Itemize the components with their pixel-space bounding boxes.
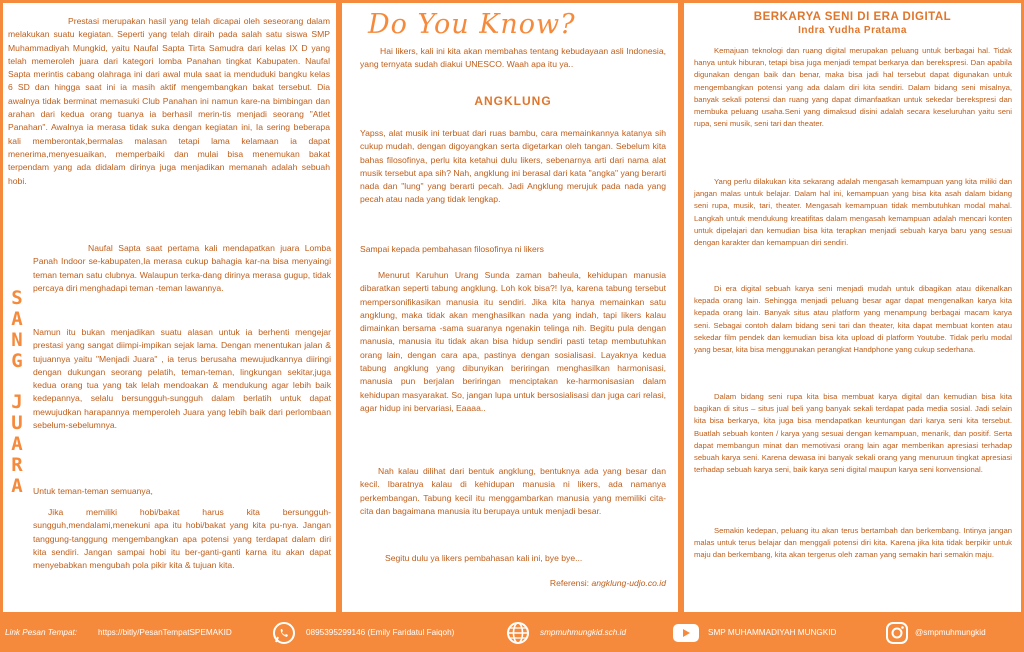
section-heading: Do You Know? bbox=[368, 9, 576, 40]
article-paragraph bbox=[694, 45, 1012, 130]
article-author: Indra Yudha Pratama bbox=[798, 25, 907, 36]
title-letter: U bbox=[11, 412, 23, 434]
paragraph-text: Kemajuan teknologi dan ruang digital merupakan peluang untuk berbagai hal. Tidak hanya untuk hiburan, tetapi bisa juga menjadi tempat berkarya dan berekspresi. Dan apabila digunakan dengan baik dan benar, maka bisa jadi hal tersebut dapat digunakan untuk mengembangkan potensi yang ada dalam diri kita sendiri. Dalam bidang seni misalnya, banyak sekali potensi dan ruang yang dapat dimanfaatkan untuk sekedar berekspresi dan membuka peluang usaha.Seni yang dimaksud disini adalah secara keseluruhan yaitu seni rupa, seni musik, seni tari dan theater. bbox=[694, 46, 1012, 129]
paragraph-text: Dalam bidang seni rupa kita bisa membuat karya digital dan kemudian bisa kita bagikan di situs – situs jual beli yang banyak sekali terdapat pada media sosial. Jadi selain kita bisa berkarya, kita juga bisa mendapatkan keuntungan dari karya seni kita tersebut. Buatlah sebuah konten / karya yang sesuai dengan kemampuan, menarik, dan positif. Serta dapat membangun minat dan memotivasi orang lain agar memberikan apresiasi terhadap sebuah karya seni. Karena dewasa ini banyak sekali orang yang menuruun tingkat apresiasi terhadap sebuah karya seni, baik karya seni digital maupun karya seni konvensional. bbox=[694, 392, 1012, 475]
article-title: BERKARYA SENI DI ERA DIGITAL bbox=[753, 11, 952, 23]
title-letter: A bbox=[11, 475, 23, 497]
paragraph-text: Segitu dulu ya likers pembahasan kali ini, bye bye... bbox=[385, 553, 583, 563]
paragraph-text: Yang perlu dilakukan kita sekarang adalah mengasah kemampuan yang kita miliki dan jangan malas untuk belajar. Dalam hal ini, kemampuan yang bisa kita asah dalam bidang seni rupa, musik, tari, theater. Mengasah kemampuan tidak membutuhkan modal mahal. Langkah untuk mendukung kreatifitas dalam mengasah kemampuan adalah mencari konten untuk dipelajari dan kemudian bisa kita terapkan menjadi sebuah karya baru yang sesuai dengan karakter dan kemampuan diri sendiri. bbox=[694, 177, 1012, 248]
article-paragraph bbox=[360, 465, 666, 518]
instagram-icon bbox=[885, 621, 909, 645]
footer-bar bbox=[0, 614, 1024, 652]
title-letter: A bbox=[11, 308, 23, 330]
paragraph-text: Prestasi merupakan hasil yang telah dicapai oleh seseorang dalam melakukan suatu kegiatan. Seperti yang telah diraih pada salah satu siswa SMP Muhammadiyah Mungkid, yaitu Naufal Sapta Tirta Samudra dari kelas IX D yang telah memeroleh juara dari kategori lomba Panahan tingkat Kabupaten. Naufal Sapta merintis cabang olahraga ini dari awal mula saat ia menduduki bangku kelas 6 SD dan hingga saat ini ia masih aktif mengembangkan bakat tersebut. Dia awalnya tidak berminat memasuki Club Panahan ini namun kare-na bimbingan dan arahan dari kedua orang tuanya ia berhasil merin-tis menjadi seorang "Atlet Panahan". Awalnya ia merasa tidak suka dengan kegiatan ini, Ia sering beberapa kali memberontak,bermalas malasan tetapi lama kelamaan ia dapat menerima,menyesuaikan, memperbaiki dan mulai bisa menemukan bakat terpendam yang ada didalam dirinya juga menjadikan memanah adalah sebuah hobi. bbox=[8, 16, 330, 186]
footer-link-url[interactable]: https://bitly/PesanTempatSPEMAKID bbox=[98, 628, 232, 637]
article-paragraph bbox=[33, 485, 331, 498]
article-paragraph bbox=[694, 176, 1012, 249]
reference-value: angklung-udjo.co.id bbox=[591, 578, 666, 588]
footer-website[interactable]: smpmuhmungkid.sch.id bbox=[540, 628, 627, 637]
article-paragraph bbox=[694, 283, 1012, 356]
youtube-icon bbox=[672, 621, 700, 645]
vertical-title-sang-juara bbox=[7, 288, 27, 497]
column-berkarya-seni bbox=[684, 3, 1021, 612]
globe-icon bbox=[506, 621, 530, 645]
paragraph-text: Naufal Sapta saat pertama kali mendapatkan juara Lomba Panah Indoor se-kabupaten,Ia merasa cukup bahagia kar-na bisa menyaingi teman teman satu clubnya. Walaupun terka-dang dirinya merasa gugup, tidak percaya diri menghadapi teman -teman lawannya. bbox=[33, 243, 331, 293]
article-paragraph bbox=[8, 15, 330, 188]
intro-paragraph bbox=[360, 45, 666, 72]
article-paragraph bbox=[33, 326, 331, 432]
title-letter: N bbox=[11, 329, 23, 351]
footer-link-label: Link Pesan Tempat: bbox=[5, 628, 78, 637]
reference-line bbox=[360, 577, 666, 590]
paragraph-text: Untuk teman-teman semuanya, bbox=[33, 486, 153, 496]
paragraph-text: Menurut Karuhun Urang Sunda zaman baheula, kehidupan manusia dibaratkan seperti tabung angklung. Loh kok bisa?! Iya, karena tabung tersebut mempersonifikasikan manusia itu sendiri. Jika kita hanya memainkan satu angklung, maka tidak akan menghasilkan nada yang indah, tapi likers kalau dimainkan bersama -sama suaranya ngenakin telinga nih. Begitu pula dengan manusia, manusia itu tidak akan bisa hidup sendiri pasti tetap membutuhkan orang lain, dengan cara apa, pastinya dengan sosialisasi. Layaknya kedua tabung angklung yang dibunyikan beriringan menghasilkan harmonisasi, manusia pun berjalan beriringan menciptakan ke-harmonisasian dalam kehidupan masyarakat. So, jangan lupa untuk bersosialisasi dan juga cari relasi, agar hidup ini bervariasi, Eaaaa.. bbox=[360, 270, 666, 413]
article-paragraph bbox=[694, 391, 1012, 476]
article-paragraph bbox=[360, 269, 666, 415]
article-paragraph bbox=[694, 525, 1012, 562]
title-letter: A bbox=[11, 433, 23, 455]
article-paragraph bbox=[33, 242, 331, 295]
footer-phone: 0895395299146 (Emily Faridatul Faiqoh) bbox=[306, 628, 455, 637]
footer-youtube[interactable]: SMP MUHAMMADIYAH MUNGKID bbox=[708, 628, 837, 637]
column-sang-juara bbox=[3, 3, 336, 612]
article-subheading: ANGKLUNG bbox=[474, 94, 552, 108]
article-paragraph bbox=[360, 552, 666, 565]
title-letter: J bbox=[11, 391, 23, 413]
whatsapp-icon bbox=[272, 621, 296, 645]
paragraph-text: Jika memiliki hobi/bakat harus kita bersungguh-sungguh,mendalami,menekuni apa itu hobi/bakat yang kita pu-nya. Jangan tanggung-tanggung mengembangkan apa potensi yang terdapat dalam diri kita sendiri. Jangan sampai hobi itu ber-ganti-ganti karna itu akan dapat menyebabkan mengubah pola pikir kita & tujuan kita. bbox=[33, 507, 331, 571]
article-paragraph bbox=[360, 243, 666, 256]
paragraph-text: Yapss, alat musik ini terbuat dari ruas bambu, cara memainkannya katanya sih cukup mudah, dengan digoyangkan serta digetarkan oleh tangan. Sebelum kita bahas filosofinya, perlu kita ketahui dulu likers, sebenarnya arti dari nama alat musik tersebut apa sih? Nah, angklung ini berasal dari kata "angka" yang berarti nada dan "lung" yang berarti pecah. Jadi Angklung merujuk pada nada yang pecah atau nada yang tidak lengkap. bbox=[360, 128, 666, 205]
article-paragraph bbox=[33, 506, 331, 572]
reference-label: Referensi: bbox=[549, 578, 592, 588]
paragraph-text: Di era digital sebuah karya seni menjadi mudah untuk dibagikan atau dikenalkan kepada orang lain. Sehingga menjadi peluang besar agar dapat mengenalkan karya kita kepada orang lain. Banyak situs atau platform yang menampung berbagai macam karya seni. Sebagai contoh dalam bidang seni tari dan theater, kita dapat membuat konten atau sekedar film pendek dan kemudian bisa kita upload di platform Youtube. Tidak perlu modal yang besar, kita bisa menggunakan perangkat Handphone yang cukup sederhana. bbox=[694, 284, 1012, 355]
paragraph-text: Sampai kepada pembahasan filosofinya ni likers bbox=[360, 244, 544, 254]
article-paragraph bbox=[360, 127, 666, 207]
paragraph-text: Nah kalau dilihat dari bentuk angklung, bentuknya ada yang besar dan kecil. Ibaratnya kalau di kehidupan manusia ni likers, ada namanya perkembangan. Tabung kecil itu menggambarkan manusia yang memiliki cita-cita dan bagaimana manusia itu berupaya untuk menjadi besar. bbox=[360, 466, 666, 516]
paragraph-text: Namun itu bukan menjadikan suatu alasan untuk ia berhenti mengejar prestasi yang sangat diimpi-impikan sejak lama. Dengan menentukan jalan & tujuannya yaitu "Menjadi Juara" , ia terus berusaha mewujudkannya diiringi dengan dukungan seorang pelatih, teman-teman, lingkungan sekitar,juga kedua orang tua yang tak lelah mendoakan & mendukung agar lebih baik kedepannya, selalu bersungguh-sungguh dalam berlatih untuk dapat mewujudkan harapannya memperoleh Juara yang lebih baik dari perlombaan sebelum-sebelumnya. bbox=[33, 327, 331, 431]
paragraph-text: Hai likers, kali ini kita akan membahas tentang kebudayaan asli Indonesia, yang ternyata sudah diakui UNESCO. Waah apa itu ya.. bbox=[360, 46, 666, 70]
title-letter: G bbox=[11, 350, 23, 372]
column-do-you-know bbox=[342, 3, 678, 612]
title-letter: S bbox=[11, 287, 23, 309]
footer-instagram[interactable]: @smpmuhmungkid bbox=[915, 628, 986, 637]
title-letter: R bbox=[11, 454, 23, 476]
paragraph-text: Semakin kedepan, peluang itu akan terus bertambah dan berkembang. Intinya jangan malas untuk terus belajar dan menggali potensi diri kita. Karena jika kita tidak berpikir untuk maju dan berkembang, kita akan tergerus oleh zaman yang semakin hari semakin maju. bbox=[694, 526, 1012, 560]
